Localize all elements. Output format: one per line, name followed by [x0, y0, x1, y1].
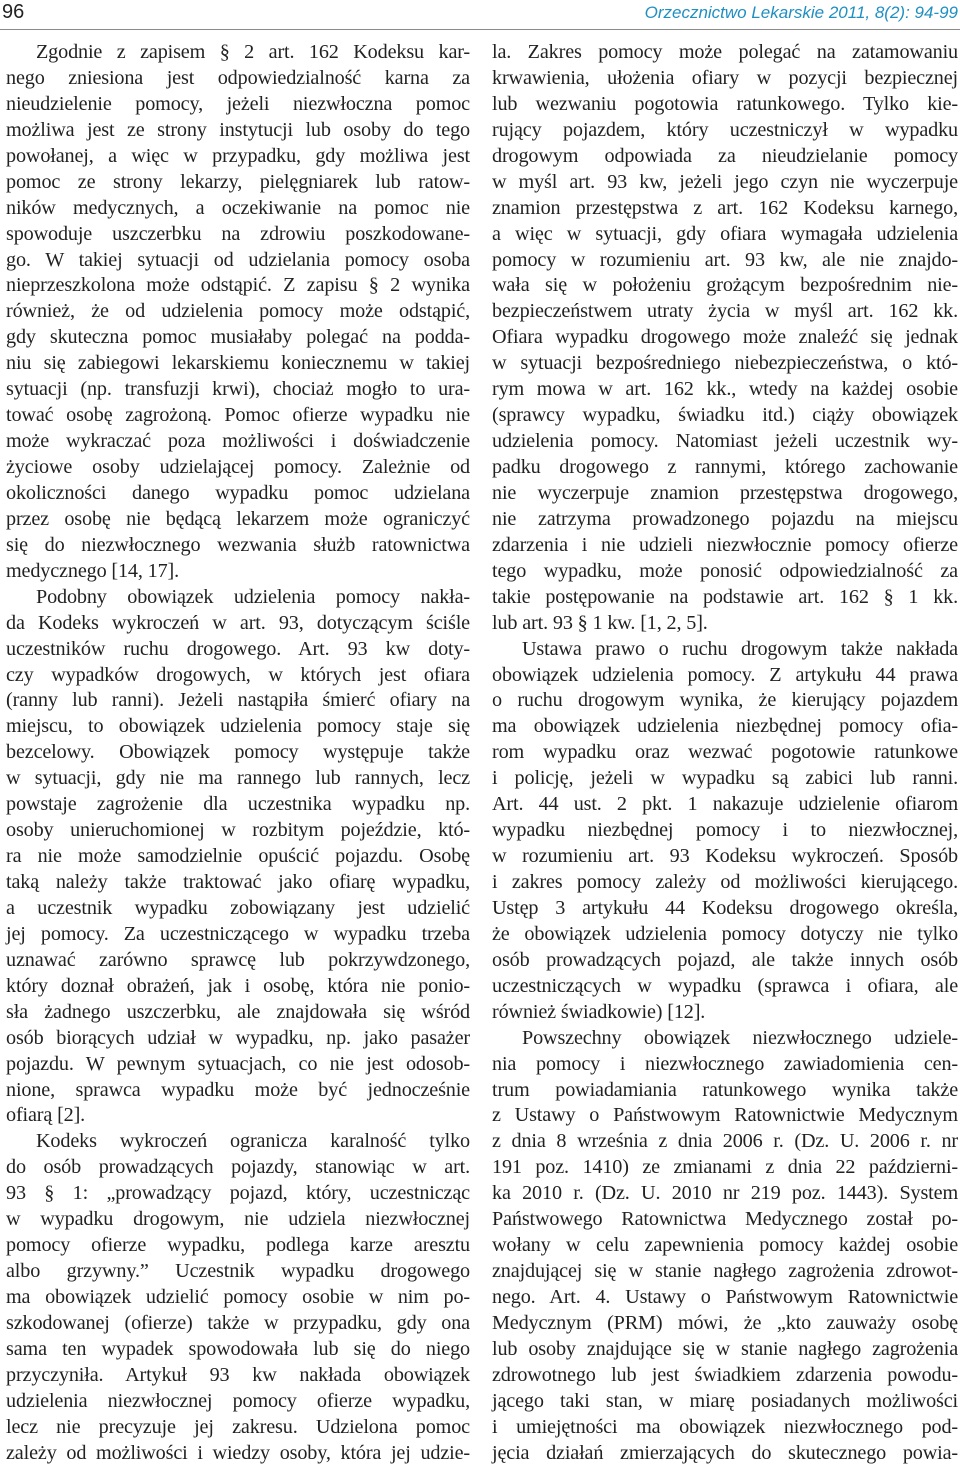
- journal-citation: Orzecznictwo Lekarskie 2011, 8(2): 94-99: [644, 3, 958, 22]
- text-line: i policję, jeżeli w wypadku są zabici lub ranni.: [492, 767, 958, 790]
- text-line: lecz nie precyzuje jej zakresu. Udzielona pomoc: [6, 1415, 470, 1438]
- text-line: znajdującej się w stanie nagłego zagrożenia zdrowot-: [492, 1260, 958, 1283]
- text-line: lub osoby znajdujące się w stanie nagłego zagrożenia: [492, 1337, 958, 1360]
- right-text-column: [492, 40, 958, 1464]
- text-line: sytuacji (np. transfuzji krwi), chociaż mogło to ura-: [6, 378, 470, 401]
- text-line: powstaje zagrożenie dla uczestnika wypadku np.: [6, 793, 470, 816]
- text-line: krwawienia, ułożenia ofiary w pozycji bezpiecznej: [492, 66, 958, 89]
- text-line: zależy od możliwości i wiedzy osoby, która jej udzie-: [6, 1441, 470, 1464]
- text-line: a więc w sytuacji, gdy ofiara wymagała udzielenia: [492, 222, 958, 245]
- text-line: nieprzeszkolona może odstąpić. Z zapisu § 2 wynika: [6, 274, 470, 297]
- text-line: który doznał obrażeń, jak i osobę, która nie ponio-: [6, 974, 470, 997]
- text-line: pomocy w rozumieniu art. 93 kw, ale nie znajdo-: [492, 248, 958, 271]
- text-line: przyczyniła. Artykuł 93 kw nakłada obowiązek: [6, 1363, 470, 1386]
- text-line: w sytuacji bezpośredniego niebezpieczeństwa, o któ-: [492, 352, 958, 375]
- text-line: Podobny obowiązek udzielenia pomocy nakła-: [36, 585, 470, 608]
- text-line: Powszechny obowiązek niezwłocznego udziele-: [522, 1026, 958, 1049]
- left-text-column: [6, 40, 470, 1464]
- text-line: rym mowa w art. 162 kk., wtedy na każdej osobie: [492, 378, 958, 401]
- text-line: bezcelowy. Obowiązek pomocy występuje także: [6, 741, 470, 764]
- header-rule: [0, 29, 960, 30]
- text-line: osoby unieruchomionej w rozbitym pojeździe, któ-: [6, 819, 470, 842]
- text-line: wypadku niezbędnej pomocy i to niezwłocznej,: [492, 819, 958, 842]
- text-line: również świadkowie) [12].: [492, 1000, 706, 1023]
- text-line: padku drogowego z rannymi, którego zachowanie: [492, 456, 958, 478]
- text-line: zdrowotnego lub jest świadkiem zdarzenia powodu-: [492, 1363, 958, 1386]
- text-line: przez osobę nie będącą lekarzem może ograniczyć: [6, 507, 470, 530]
- text-line: szkodowanej (ofierze) także w przypadku, gdy ona: [6, 1311, 470, 1334]
- text-line: czy wypadków drogowych, w których jest ofiara: [6, 663, 470, 686]
- text-line: rujący pojazdem, który uczestniczył w wypadku: [492, 118, 958, 141]
- text-line: pojazdu. W pewnym sytuacjach, co nie jest odosob-: [6, 1052, 470, 1075]
- text-line: pomocy ofierze wypadku, podlega karze aresztu: [6, 1234, 470, 1257]
- text-line: życiowe osoby udzielającej pomocy. Zależnie od: [6, 456, 470, 478]
- text-line: go. W takiej sytuacji od udzielania pomocy osoba: [6, 248, 470, 271]
- text-line: w rozumieniu art. 93 Kodeksu wykroczeń. Sposób: [492, 845, 958, 868]
- text-line: do osób prowadzących pojazdy, stanowiąc w art.: [6, 1156, 470, 1179]
- text-line: z dnia 8 września z dnia 2006 r. (Dz. U. 2006 r. nr: [492, 1130, 958, 1153]
- text-line: powołanej, a więc w przypadku, gdy możliwa jest: [6, 144, 470, 167]
- text-line: się do niezwłocznego wezwania służb ratownictwa: [6, 533, 470, 556]
- text-line: lub wezwaniu pogotowia ratunkowego. Tylko kie-: [492, 92, 958, 115]
- text-line: (ranny lub ranni). Jeżeli nastąpiła śmierć ofiary na: [6, 689, 470, 712]
- text-line: znamion przestępstwa z art. 162 Kodeksu karnego,: [492, 196, 958, 219]
- page-header: [0, 0, 960, 30]
- text-line: obowiązek udzielenia pomocy. Z artykułu 44 prawa: [492, 663, 958, 686]
- text-line: w sytuacji, gdy nie ma rannego lub rannych, lecz: [6, 767, 470, 790]
- text-line: lub art. 93 § 1 kw. [1, 2, 5].: [492, 611, 708, 634]
- text-line: również, że od udzielenia pomocy może odstąpić,: [6, 300, 470, 323]
- text-line: Zgodnie z zapisem § 2 art. 162 Kodeksu kar-: [36, 41, 470, 63]
- text-line: udzielenia pomocy. Natomiast jeżeli uczestnik wy-: [492, 430, 958, 453]
- text-line: Ofiara wypadku drogowego może znaleźć się jednak: [492, 326, 958, 349]
- text-line: ników medycznych, a oczekiwanie na pomoc nie: [6, 196, 470, 219]
- text-line: miejscu, to obowiązek udzielenia pomocy staje się: [6, 715, 470, 738]
- text-line: osób biorących udział w wypadku, np. jako pasażer: [6, 1026, 470, 1049]
- text-line: nie zatrzyma prowadzonego pojazdu na miejscu: [492, 507, 958, 530]
- text-line: Ustawa prawo o ruchu drogowym także nakłada: [522, 637, 958, 660]
- text-line: 191 poz. 1410) ze zmianami z dnia 22 październi-: [492, 1156, 958, 1179]
- text-line: ofiarą [2].: [6, 1104, 86, 1127]
- text-line: udzielenia niezwłocznej pomocy ofierze wypadku,: [6, 1389, 470, 1412]
- text-line: jęcia działań zmierzających do skutecznego powia-: [492, 1441, 958, 1464]
- text-line: wołany w celu zapewnienia pomocy każdej osobie: [492, 1234, 958, 1257]
- text-line: ma obowiązek udzielenia niezbędnej pomocy ofia-: [492, 715, 958, 738]
- text-line: sama ten wypadek spowodowała lub się do niego: [6, 1337, 470, 1360]
- text-line: medycznego [14, 17].: [6, 559, 180, 582]
- text-line: niu się zabiegowi lekarskiemu koniecznemu w takiej: [6, 352, 470, 375]
- text-line: takie postępowanie na podstawie art. 162 § 1 kk.: [492, 585, 958, 608]
- text-line: Art. 44 ust. 2 pkt. 1 nakazuje udzielenie ofiarom: [492, 793, 958, 816]
- text-line: jącego taki stan, w miarę posiadanych możliwości: [492, 1389, 958, 1412]
- text-line: jej pomocy. Za uczestniczącego w wypadku trzeba: [6, 922, 470, 945]
- text-line: w myśl art. 93 kw, jeżeli jego czyn nie wyczerpuje: [492, 170, 958, 193]
- page-number: 96: [2, 1, 25, 23]
- text-line: a uczestnik wypadku zobowiązany jest udzielić: [6, 896, 470, 919]
- text-line: z Ustawy o Państwowym Ratownictwie Medycznym: [492, 1104, 958, 1127]
- text-line: ra nie może samodzielnie opuścić pojazdu. Osobę: [6, 845, 470, 868]
- text-line: nego zniesiona jest odpowiedzialność karna za: [6, 66, 470, 89]
- text-line: i zakres pomocy zależy od możliwości kierującego.: [492, 871, 958, 893]
- text-line: i umiejętności ma obowiązek niezwłocznego pod-: [492, 1415, 958, 1438]
- text-line: nieudzielenie pomocy, jeżeli niezwłoczna pomoc: [6, 92, 470, 115]
- text-line: ka 2010 r. (Dz. U. 2010 nr 219 poz. 1443). System: [492, 1182, 958, 1205]
- text-line: bezpieczeństwem utraty życia w myśl art. 162 kk.: [492, 300, 958, 323]
- text-line: 93 § 1: „prowadzący pojazd, który, uczestnicząc: [6, 1182, 470, 1205]
- text-line: nego. Art. 4. Ustawy o Państwowym Ratownictwie: [492, 1286, 958, 1308]
- text-line: taką należy także traktować jako ofiarę wypadku,: [6, 871, 470, 893]
- text-line: sła żadnego uszczerbku, ale znajdowała się wśród: [6, 1000, 470, 1023]
- text-line: trum powiadamiania ratunkowego wynika także: [492, 1078, 958, 1101]
- text-line: pomoc ze strony lekarzy, pielęgniarek lub ratow-: [6, 170, 470, 193]
- text-line: zdarzenia i nie udzieli niezwłocznie pomocy ofierze: [492, 533, 958, 556]
- text-line: uczestników ruchu drogowego. Art. 93 kw doty-: [6, 637, 470, 660]
- text-line: la. Zakres pomocy może polegać na zatamowaniu: [492, 41, 958, 63]
- text-line: tować osobę zagrożoną. Pomoc ofierze wypadku nie: [6, 404, 470, 427]
- text-line: może wykraczać poza możliwości i doświadczenie: [6, 430, 470, 453]
- text-line: (sprawcy wypadku, świadku itd.) ciąży obowiązek: [492, 404, 958, 427]
- text-line: Medycznym (PRM) mówi, że „kto zauważy osobę: [492, 1311, 958, 1334]
- text-line: osób prowadzących pojazd, ale także innych osób: [492, 948, 958, 971]
- text-line: wała się w położeniu grożącym bezpośrednim nie-: [492, 274, 958, 297]
- text-line: albo grzywny.” Uczestnik wypadku drogowego: [6, 1260, 470, 1283]
- text-line: o ruchu drogowym wynika, że kierujący pojazdem: [492, 689, 958, 712]
- text-line: uznawać zarówno sprawcę lub pokrzywdzonego,: [6, 948, 470, 971]
- text-line: Ustęp 3 artykułu 44 Kodeksu drogowego określa,: [492, 896, 958, 919]
- text-line: spowoduje uszczerbku na zdrowiu poszkodowane-: [6, 222, 470, 245]
- text-line: Państwowego Ratownictwa Medycznego został po-: [492, 1208, 958, 1231]
- text-line: uczestniczących w wypadku (sprawca i ofiara, ale: [492, 974, 958, 997]
- text-line: Kodeks wykroczeń ogranicza karalność tylko: [36, 1130, 470, 1153]
- text-line: drogowym odpowiada za nieudzielanie pomocy: [492, 144, 958, 167]
- text-line: tego wypadku, może ponosić odpowiedzialność za: [492, 559, 958, 582]
- text-line: gdy skuteczna pomoc musiałaby polegać na podda-: [6, 326, 470, 349]
- text-line: możliwa jest ze strony instytucji lub osoby do tego: [6, 118, 470, 141]
- text-line: że obowiązek udzielenia pomocy dotyczy nie tylko: [492, 922, 958, 945]
- text-line: nione, sprawca wypadku może być jednocześnie: [6, 1078, 470, 1101]
- text-line: ma obowiązek udzielić pomocy osobie w nim po-: [6, 1286, 470, 1308]
- text-line: w wypadku drogowym, nie udziela niezwłocznej: [6, 1208, 470, 1231]
- text-line: da Kodeks wykroczeń w art. 93, dotyczącym ściśle: [6, 611, 470, 634]
- text-line: nia pomocy i niezwłocznego zawiadomienia cen-: [492, 1052, 958, 1075]
- text-line: okoliczności danego wypadku pomoc udzielana: [6, 481, 470, 504]
- text-line: rom wypadku oraz wezwać pogotowie ratunkowe: [492, 741, 958, 764]
- text-line: nie wyczerpuje znamion przestępstwa drogowego,: [492, 481, 958, 504]
